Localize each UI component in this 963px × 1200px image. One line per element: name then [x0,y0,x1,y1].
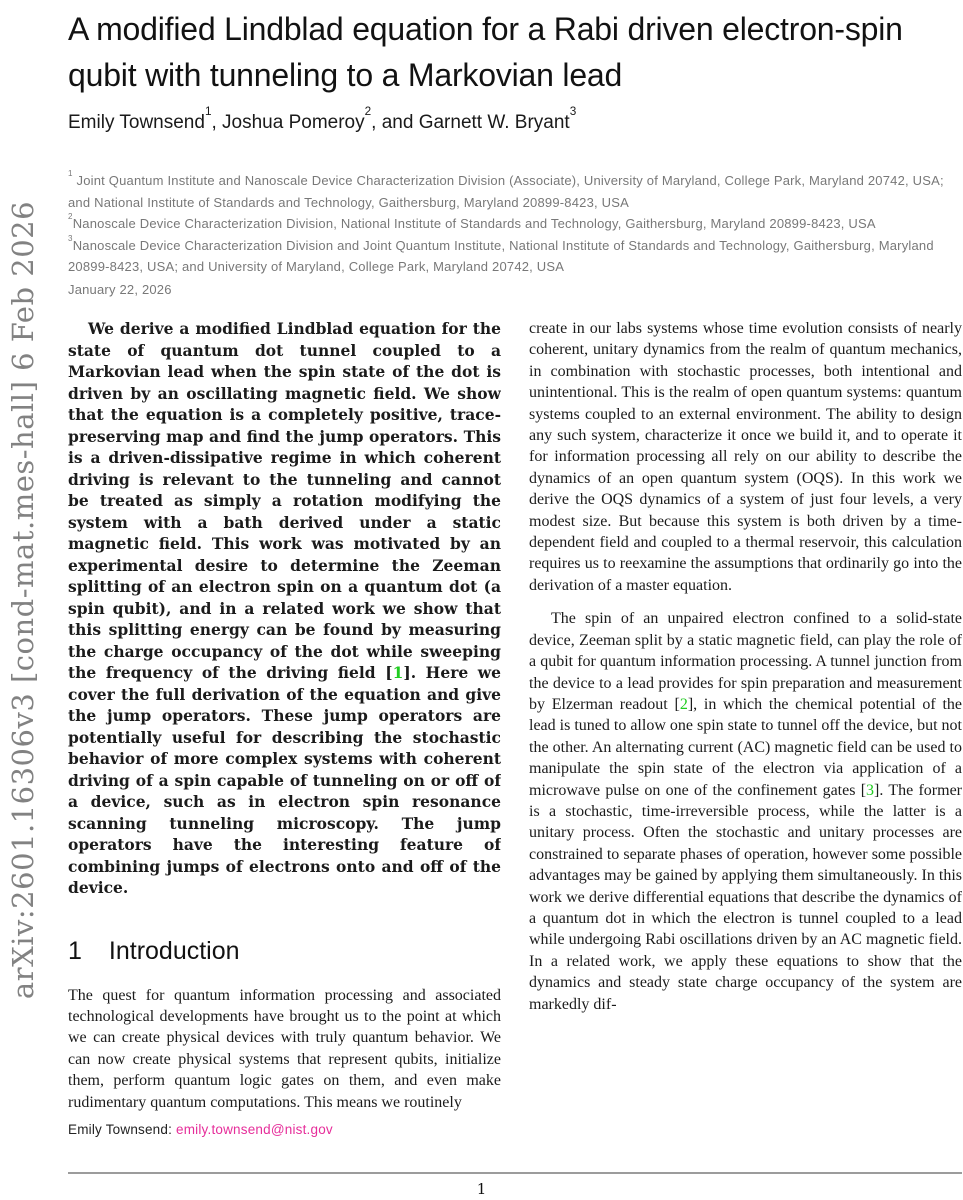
citation-number: 1 [392,663,404,682]
page-number: 1 [476,1180,487,1198]
section-number: 1 [68,936,82,965]
left-column [68,318,501,1120]
author-affiliation-marker: 2 [364,105,372,119]
citation-ref-1[interactable]: [1] [385,663,411,682]
authors-line: Emily Townsend$^1$, Joshua Pomeroy$^2$, and Garnett W. Bryant$^3$ [68,105,577,133]
submission-date: January 22, 2026 [68,281,172,297]
two-column-body [68,318,962,1163]
affiliation-2-marker: 2 [68,212,73,222]
paper-header [68,6,962,300]
intro-paragraph-right-1: create in our labs systems whose time evolution consists of nearly coherent, unitary dynamics from the realm of quantum mechanics, in combination with stochastic processes, both intentional and unintentional. This is the realm of open quantum systems: quantum systems coupled to an external environment. The ability to design any such system, characterize it once we build it, and to operate it for information processing all rely on our ability to describe the dynamics of an open quantum system (OQS). In this work we derive the OQS dynamics of a system of just four levels, a very modest size. But because this system is both driven by a time-dependent field and coupled to a thermal reservoir, this calculation requires us to reexamine the assumptions that ordinarily go into the derivation of a master equation. [529,320,962,594]
paper-title-line-1: A modified Lindblad equation for a Rabi driven electron-spin [68,11,903,47]
affiliation-1-marker: 1 [68,169,73,179]
affiliation-3 [68,235,962,278]
affiliation-2 [68,213,962,235]
citation-number: 3 [866,781,875,799]
intro-paragraph-right-2: The spin of an unpaired electron confined to a solid-state device, Zeeman split by a static magnetic field, can play the role of a qubit for quantum information processing. A tunnel junction from the device to a lead provides for spin preparation and measurement by Elzerman readout [2], in which the chemical potential of the lead is tuned to allow one spin state to tunnel off the device, but not the other. An alternating current (AC) magnetic field can be used to manipulate the spin state of the electron via application of a microwave pulse on one of the confinement gates [3]. The former is a stochastic, time-irreversible process, while the latter is a unitary process. Often the stochastic and unitary processes are constrained to separate phases of operation, however some possible advantages may be gained by applying them simultaneously. In this work we derive differential equations that describe the dynamics of a quantum dot in which the electron is tunnel coupled to a lead while undergoing Rabi oscillations driven by an AC magnetic field. In a related work, we apply these equations to show that the dynamics and steady state charge occupancy of the system are markedly dif- [529,610,962,1013]
author-affiliation-marker: 3 [569,105,577,119]
citation-number: 2 [679,695,688,713]
citation-ref-2[interactable]: [2] [674,695,694,713]
email-link[interactable]: emily.townsend@nist.gov [176,1122,333,1137]
citation-ref-3[interactable]: [3] [860,781,880,799]
footer-rule [68,1172,962,1174]
section-title: Introduction [108,936,240,965]
affiliation-1-text: Joint Quantum Institute and Nanoscale Device Characterization Division (Associate), University of Maryland, College Park, Maryland 20742, USA; and National Institute of Standards and Technology, Gaithersburg, Maryland 20899-8423, USA [68,173,944,210]
affiliation-3-text: Nanoscale Device Characterization Division and Joint Quantum Institute, National Institute of Standards and Technology, Gaithersburg, Maryland 20899-8423, USA; and University of Maryland, College Park, Maryland 20742, USA [68,237,934,274]
corresponding-author-footnote [68,1122,333,1137]
right-column [529,318,962,1163]
abstract-paragraph: We derive a modified Lindblad equation for the state of quantum dot tunnel coupled to a Markovian lead when the spin state of the dot is driven by an oscillating magnetic field. We show that the equation is a completely positive, trace-preserving map and find the jump operators. This is a driven-dissipative regime in which coherent driving is relevant to the tunneling and cannot be treated as simply a rotation modifying the system with a bath derived under a static magnetic field. This work was motivated by an experimental desire to determine the Zeeman splitting of an electron spin on a quantum dot (a spin qubit), and in a related work we show that this splitting energy can be found by measuring the charge occupancy of the dot while sweeping the frequency of the driving field [1]. Here we cover the full derivation of the equation and give the jump operators. These jump operators are potentially useful for describing the stochastic behavior of more complex systems with coherent driving of a spin capable of tunneling on or off of a device, such as in electron spin resonance scanning tunneling microscopy. The jump operators have the interesting feature of combining jumps of electrons onto and off of the device. [68,319,501,897]
affiliations-block [68,170,962,300]
arxiv-stamp: arXiv:2601.16306v3 [cond-mat.mes-hall] 6 Feb 2026 [6,200,40,1000]
paper-title-line-2: qubit with tunneling to a Markovian lead [68,57,623,93]
affiliation-3-marker: 3 [68,233,73,243]
affiliation-1 [68,170,962,213]
section-heading-introduction [68,937,501,966]
intro-paragraph-left: The quest for quantum information processing and associated technological developments have brought us to the point at which we can create physical devices with truly quantum behavior. We can now create physical systems that represent qubits, initialize them, perform quantum logic gates on them, and even make rudimentary quantum computations. This means we routinely [68,986,501,1111]
affiliation-2-text: Nanoscale Device Characterization Division, National Institute of Standards and Technology, Gaithersburg, Maryland 20899-8423, USA [72,216,876,231]
footnote-label: Emily Townsend: [68,1122,176,1137]
author-affiliation-marker: 1 [204,105,212,119]
